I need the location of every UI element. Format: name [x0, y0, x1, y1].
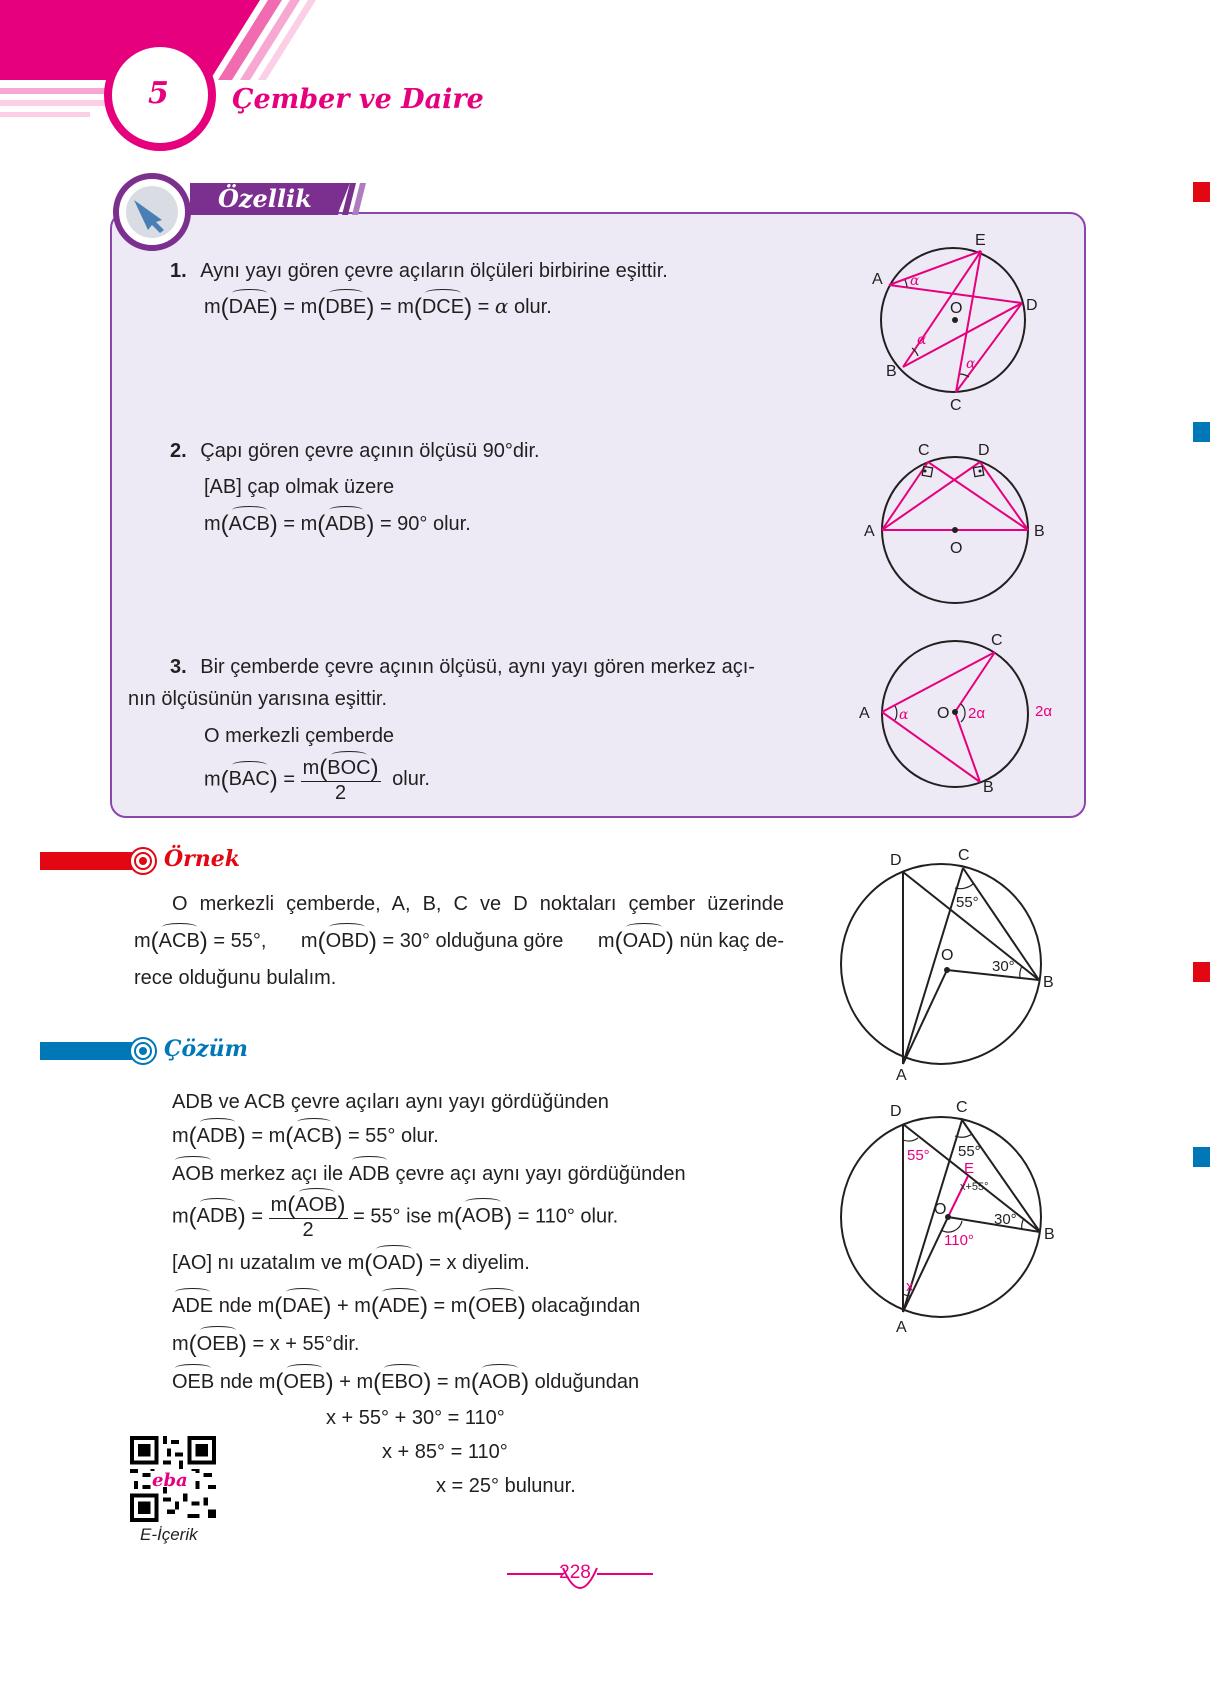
fig5-angle-30: 30°	[994, 1211, 1017, 1228]
figure-example	[830, 840, 1070, 1080]
example-title: Örnek	[164, 846, 240, 872]
fig1-label-a: A	[872, 271, 883, 288]
example-bar	[40, 852, 132, 870]
fig5-label-d: D	[890, 1103, 902, 1120]
edge-marker-blue	[1193, 1147, 1210, 1167]
solution-bar	[40, 1042, 132, 1060]
fig3-label-b: B	[983, 779, 994, 796]
qr-brand: eba	[152, 1470, 188, 1491]
solution-target-icon	[128, 1036, 160, 1066]
solution-eq2: x + 85° = 110°	[382, 1441, 508, 1463]
fig5-label-a: A	[896, 1319, 907, 1336]
fig5-angle-x: x	[906, 1278, 914, 1295]
chapter-title: Çember ve Daire	[232, 84, 484, 115]
edge-marker-blue	[1193, 422, 1210, 442]
fig5-label-c: C	[956, 1099, 968, 1116]
arc-acb-ex: ACB	[158, 930, 200, 952]
item3-line2: O merkezli çemberde	[204, 725, 395, 747]
item2-number: 2.	[170, 440, 187, 462]
solution-line7: m(OEB) = x + 55°dir.	[172, 1331, 360, 1358]
item2-text: Çapı gören çevre açının ölçüsü 90°dir.	[200, 440, 540, 462]
figure-diameter-angle	[860, 440, 1060, 610]
item3-text-a: Bir çemberde çevre açının ölçüsü, aynı yayı gören merkez açı-	[200, 656, 755, 678]
item1-text: Aynı yayı gören çevre açıların ölçüleri birbirine eşittir.	[200, 260, 668, 282]
fig4-label-b: B	[1043, 974, 1054, 991]
fig3-label-a: A	[859, 705, 870, 722]
arc-boc: BOC	[327, 757, 371, 779]
arc-bac: BAC	[228, 768, 270, 791]
example-target-icon	[128, 846, 160, 876]
arc-acb: ACB	[228, 513, 270, 535]
fig4-label-o: O	[941, 947, 954, 964]
fig4-label-a: A	[896, 1067, 907, 1080]
fig1-label-o: O	[950, 300, 963, 317]
fig5-angle-x55: x+55°	[960, 1181, 989, 1193]
example-line1: O merkezli çemberde, A, B, C ve D noktaları çember üzerinde	[172, 893, 784, 915]
solution-line6: ADE nde m(DAE) + m(ADE) = m(OEB) olacağından	[172, 1293, 641, 1320]
fig4-label-c: C	[958, 847, 970, 864]
fig4-angle-55: 55°	[956, 894, 979, 911]
fig4-angle-30: 30°	[992, 958, 1015, 975]
fig3-two-alpha-arc: 2α	[1035, 703, 1053, 720]
solution-title: Çözüm	[164, 1036, 248, 1062]
item3-text-b: nın ölçüsünün yarısına eşittir.	[128, 688, 388, 710]
item1-number: 1.	[170, 260, 187, 282]
solution-line1: ADB ve ACB çevre açıları aynı yayı gördüğünden	[172, 1091, 609, 1113]
fig5-label-o: O	[934, 1201, 947, 1218]
arc-adb: ADB	[325, 513, 367, 535]
tab-stripes	[330, 183, 370, 215]
fig2-label-d: D	[978, 442, 990, 459]
item2-line2: [AB] çap olmak üzere	[204, 476, 395, 498]
figure-inscribed-angles	[870, 228, 1050, 418]
fig1-label-c: C	[950, 397, 962, 414]
arc-dce: DCE	[421, 296, 465, 318]
solution-line5: [AO] nı uzatalım ve m(OAD) = x diyelim.	[172, 1250, 530, 1277]
fig5-label-b: B	[1044, 1226, 1055, 1243]
fig5-angle-55-d: 55°	[907, 1147, 930, 1164]
fig5-angle-55-c: 55°	[958, 1143, 981, 1160]
fig2-label-a: A	[864, 523, 875, 540]
solution-line3: AOB merkez açı ile ADB çevre açı aynı yayı gördüğünden	[172, 1163, 686, 1185]
fig1-alpha-c: α	[966, 356, 976, 372]
item1-formula: m(DAE) = m(DBE) = m(DCE) = α olur.	[204, 294, 552, 321]
arc-dae: DAE	[228, 296, 270, 318]
edge-marker-red	[1193, 962, 1210, 982]
fig2-label-b: B	[1034, 523, 1045, 540]
edge-marker-red	[1193, 182, 1210, 202]
item3-formula: m(BAC) = $\frac{\text{m(BOC)}}{2}$ olur.	[204, 755, 430, 804]
fig1-alpha-a: α	[910, 273, 920, 289]
fig5-angle-110: 110°	[944, 1232, 974, 1249]
fig2-label-c: C	[918, 442, 930, 459]
fig5-label-e: E	[964, 1160, 975, 1177]
property-label: Özellik	[218, 184, 312, 213]
fig1-label-b: B	[886, 363, 897, 380]
arc-oad-ex: OAD	[622, 930, 666, 952]
page-number: 228	[559, 1562, 591, 1583]
qr-caption: E-İçerik	[140, 1525, 198, 1544]
figure-solution	[830, 1090, 1070, 1340]
item3-number: 3.	[170, 656, 187, 678]
item2-formula: m(ACB) = m(ADB) = 90° olur.	[204, 511, 471, 538]
fig1-label-e: E	[975, 232, 986, 249]
solution-eq3: x = 25° bulunur.	[436, 1475, 576, 1497]
example-line2: m(ACB) = 55°, m(OBD) = 30° olduğuna göre m(OAD) nün kaç de-	[134, 928, 784, 955]
solution-line8: OEB nde m(OEB) + m(EBO) = m(AOB) olduğundan	[172, 1369, 640, 1396]
fig3-two-alpha-center: 2α	[968, 705, 986, 722]
example-line3: rece olduğunu bulalım.	[134, 967, 337, 989]
solution-eq1: x + 55° + 30° = 110°	[326, 1407, 505, 1429]
fig1-alpha-b: α	[917, 332, 927, 348]
arc-dbe: DBE	[325, 296, 367, 318]
solution-line2: m(ADB) = m(ACB) = 55° olur.	[172, 1123, 439, 1150]
solution-line4: m(ADB) = $\frac{\text{m(AOB)}}{2}$ = 55° ise m(AOB) = 110° olur.	[172, 1192, 619, 1241]
figure-central-angle	[855, 630, 1075, 800]
arc-obd-ex: OBD	[325, 930, 369, 952]
fig2-label-o: O	[950, 540, 963, 557]
pointer-icon	[112, 172, 192, 252]
fig3-alpha: α	[899, 707, 909, 723]
fig3-label-o: O	[937, 705, 950, 722]
fig4-label-d: D	[890, 852, 902, 869]
chapter-number: 5	[148, 76, 169, 111]
fig3-label-c: C	[991, 632, 1003, 649]
fig1-label-d: D	[1026, 297, 1038, 314]
